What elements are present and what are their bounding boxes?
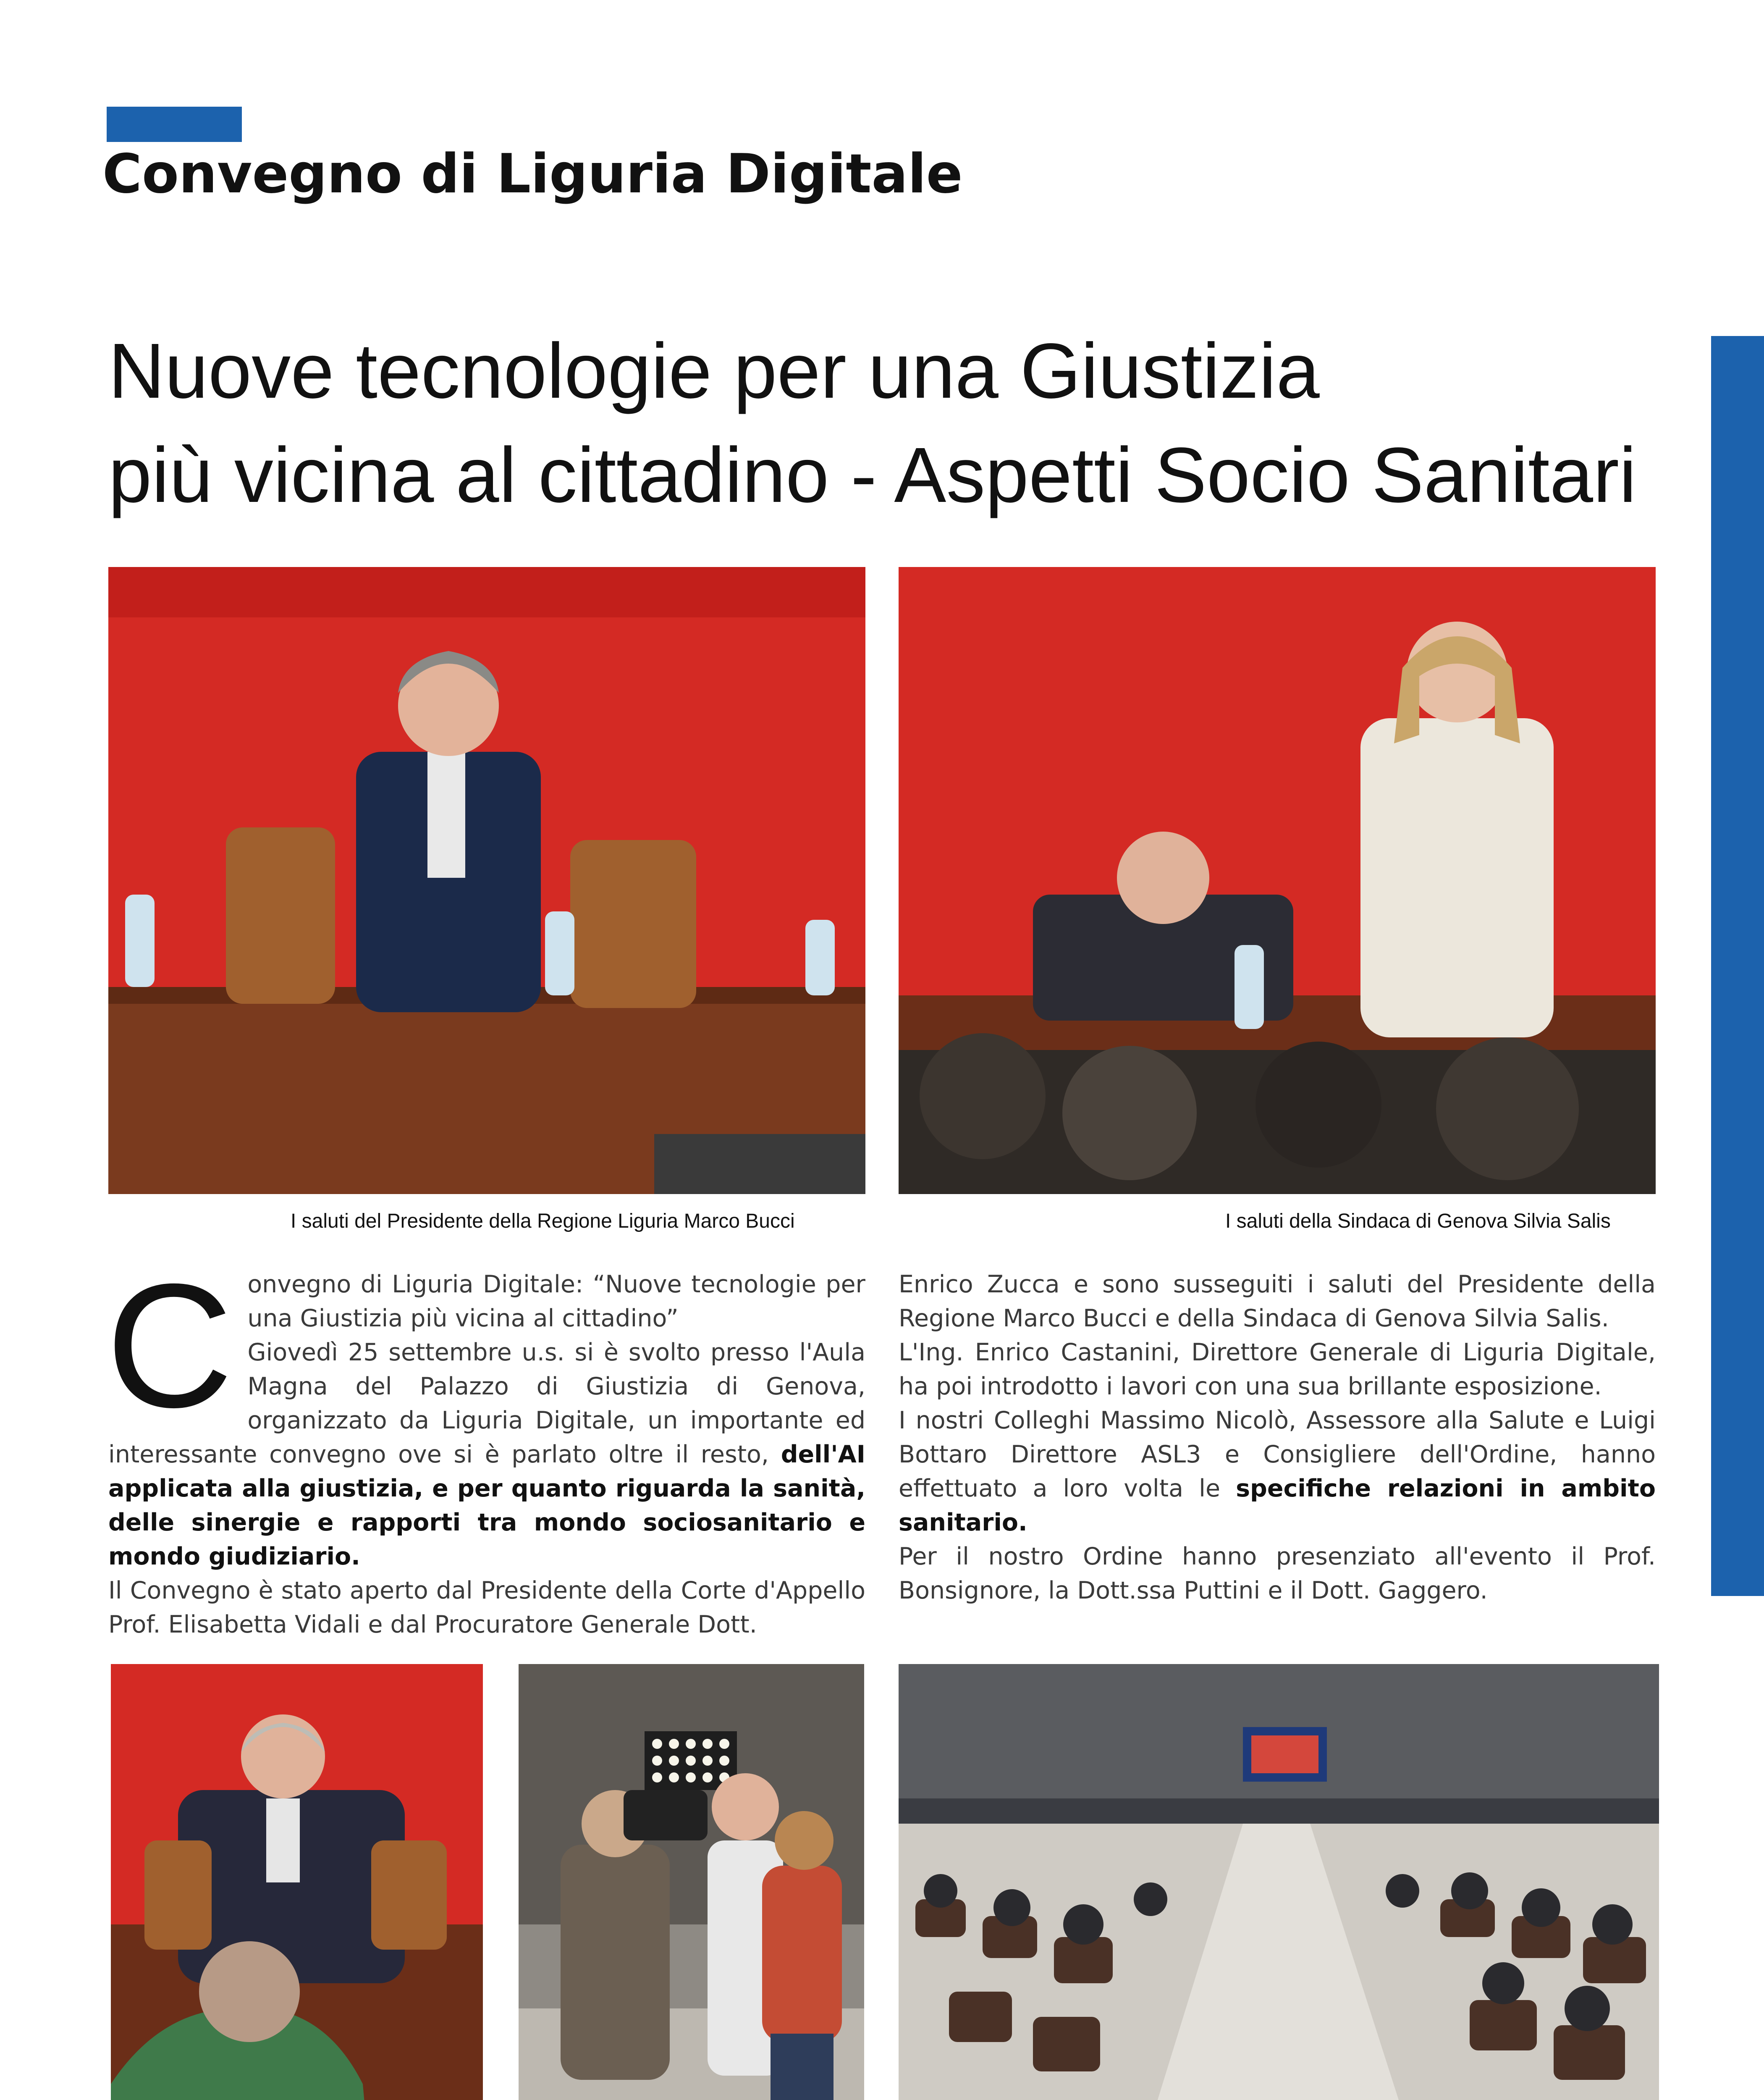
- article-highlight-relazioni: specifiche relazioni in ambito sanitario.: [899, 1475, 1656, 1536]
- photo-platea-aula-magna: [899, 1664, 1659, 2100]
- article-paragraph-6: I nostri Colleghi Massimo Nicolò, Assessore alla Salute e Luigi Bottaro Direttore ASL3 e Consigliere dell'Ordine, hanno effettuato a loro volta le specifiche relazioni in ambito sanitario.: [899, 1407, 1656, 1536]
- article-paragraph-5: L'Ing. Enrico Castanini, Direttore Generale di Liguria Digitale, ha poi introdotto i lavori con una sua brillante esposizione.: [899, 1339, 1656, 1400]
- photo-castanini-relazione: [111, 1664, 483, 2100]
- article-paragraph-7: Per il nostro Ordine hanno presenziato all'evento il Prof. Bonsignore, la Dott.ssa Puttini e il Dott. Gaggero.: [899, 1543, 1656, 1604]
- headline-line-1: Nuove tecnologie per una Giustizia: [108, 328, 1320, 415]
- section-accent-bar: [107, 107, 242, 142]
- side-tab-marker: [1711, 336, 1764, 1596]
- drop-cap: C: [106, 1247, 233, 1444]
- headline-line-2: più vicina al cittadino - Aspetti Socio Sanitari: [108, 432, 1637, 519]
- photo-silvia-salis: [899, 567, 1656, 1194]
- article-column-1: [106, 1247, 865, 1642]
- section-title: Convegno di Liguria Digitale: [102, 143, 963, 205]
- photo-castanini-intervistato: [519, 1664, 864, 2100]
- article-headline: [108, 319, 1662, 528]
- caption-silvia-salis: I saluti della Sindaca di Genova Silvia Salis: [1225, 1210, 1611, 1232]
- photo-marco-bucci: [108, 567, 865, 1194]
- article-paragraph-2: Giovedì 25 settembre u.s. si è svolto presso l'Aula Magna del Palazzo di Giustizia di Genova, organizzato da Liguria Digitale, un importante ed interessante convegno ove si è parlato oltre il resto, dell'AI applicata alla giustizia, e per quanto riguarda la sanità, delle sinergie e rapporti tra mondo sociosanitario e mondo giudiziario.: [108, 1339, 865, 1570]
- article-intro-text: onvegno di Liguria Digitale: “Nuove tecnologie per una Giustizia più vicina al cittadino”: [247, 1270, 865, 1332]
- caption-marco-bucci: I saluti del Presidente della Regione Liguria Marco Bucci: [291, 1210, 795, 1232]
- article-paragraph-4: Enrico Zucca e sono susseguiti i saluti del Presidente della Regione Marco Bucci e della Sindaca di Genova Silvia Salis.: [899, 1270, 1656, 1332]
- article-column-2: [899, 1268, 1656, 1608]
- article-highlight-ai: dell'AI applicata alla giustizia, e per quanto riguarda la sanità, delle sinergie e rapporti tra mondo sociosanitario e mondo giudiziario.: [108, 1441, 865, 1570]
- article-paragraph-3: Il Convegno è stato aperto dal Presidente della Corte d'Appello Prof. Elisabetta Vidali e dal Procuratore Generale Dott.: [108, 1577, 865, 1638]
- article-intro-paragraph: [106, 1247, 865, 1444]
